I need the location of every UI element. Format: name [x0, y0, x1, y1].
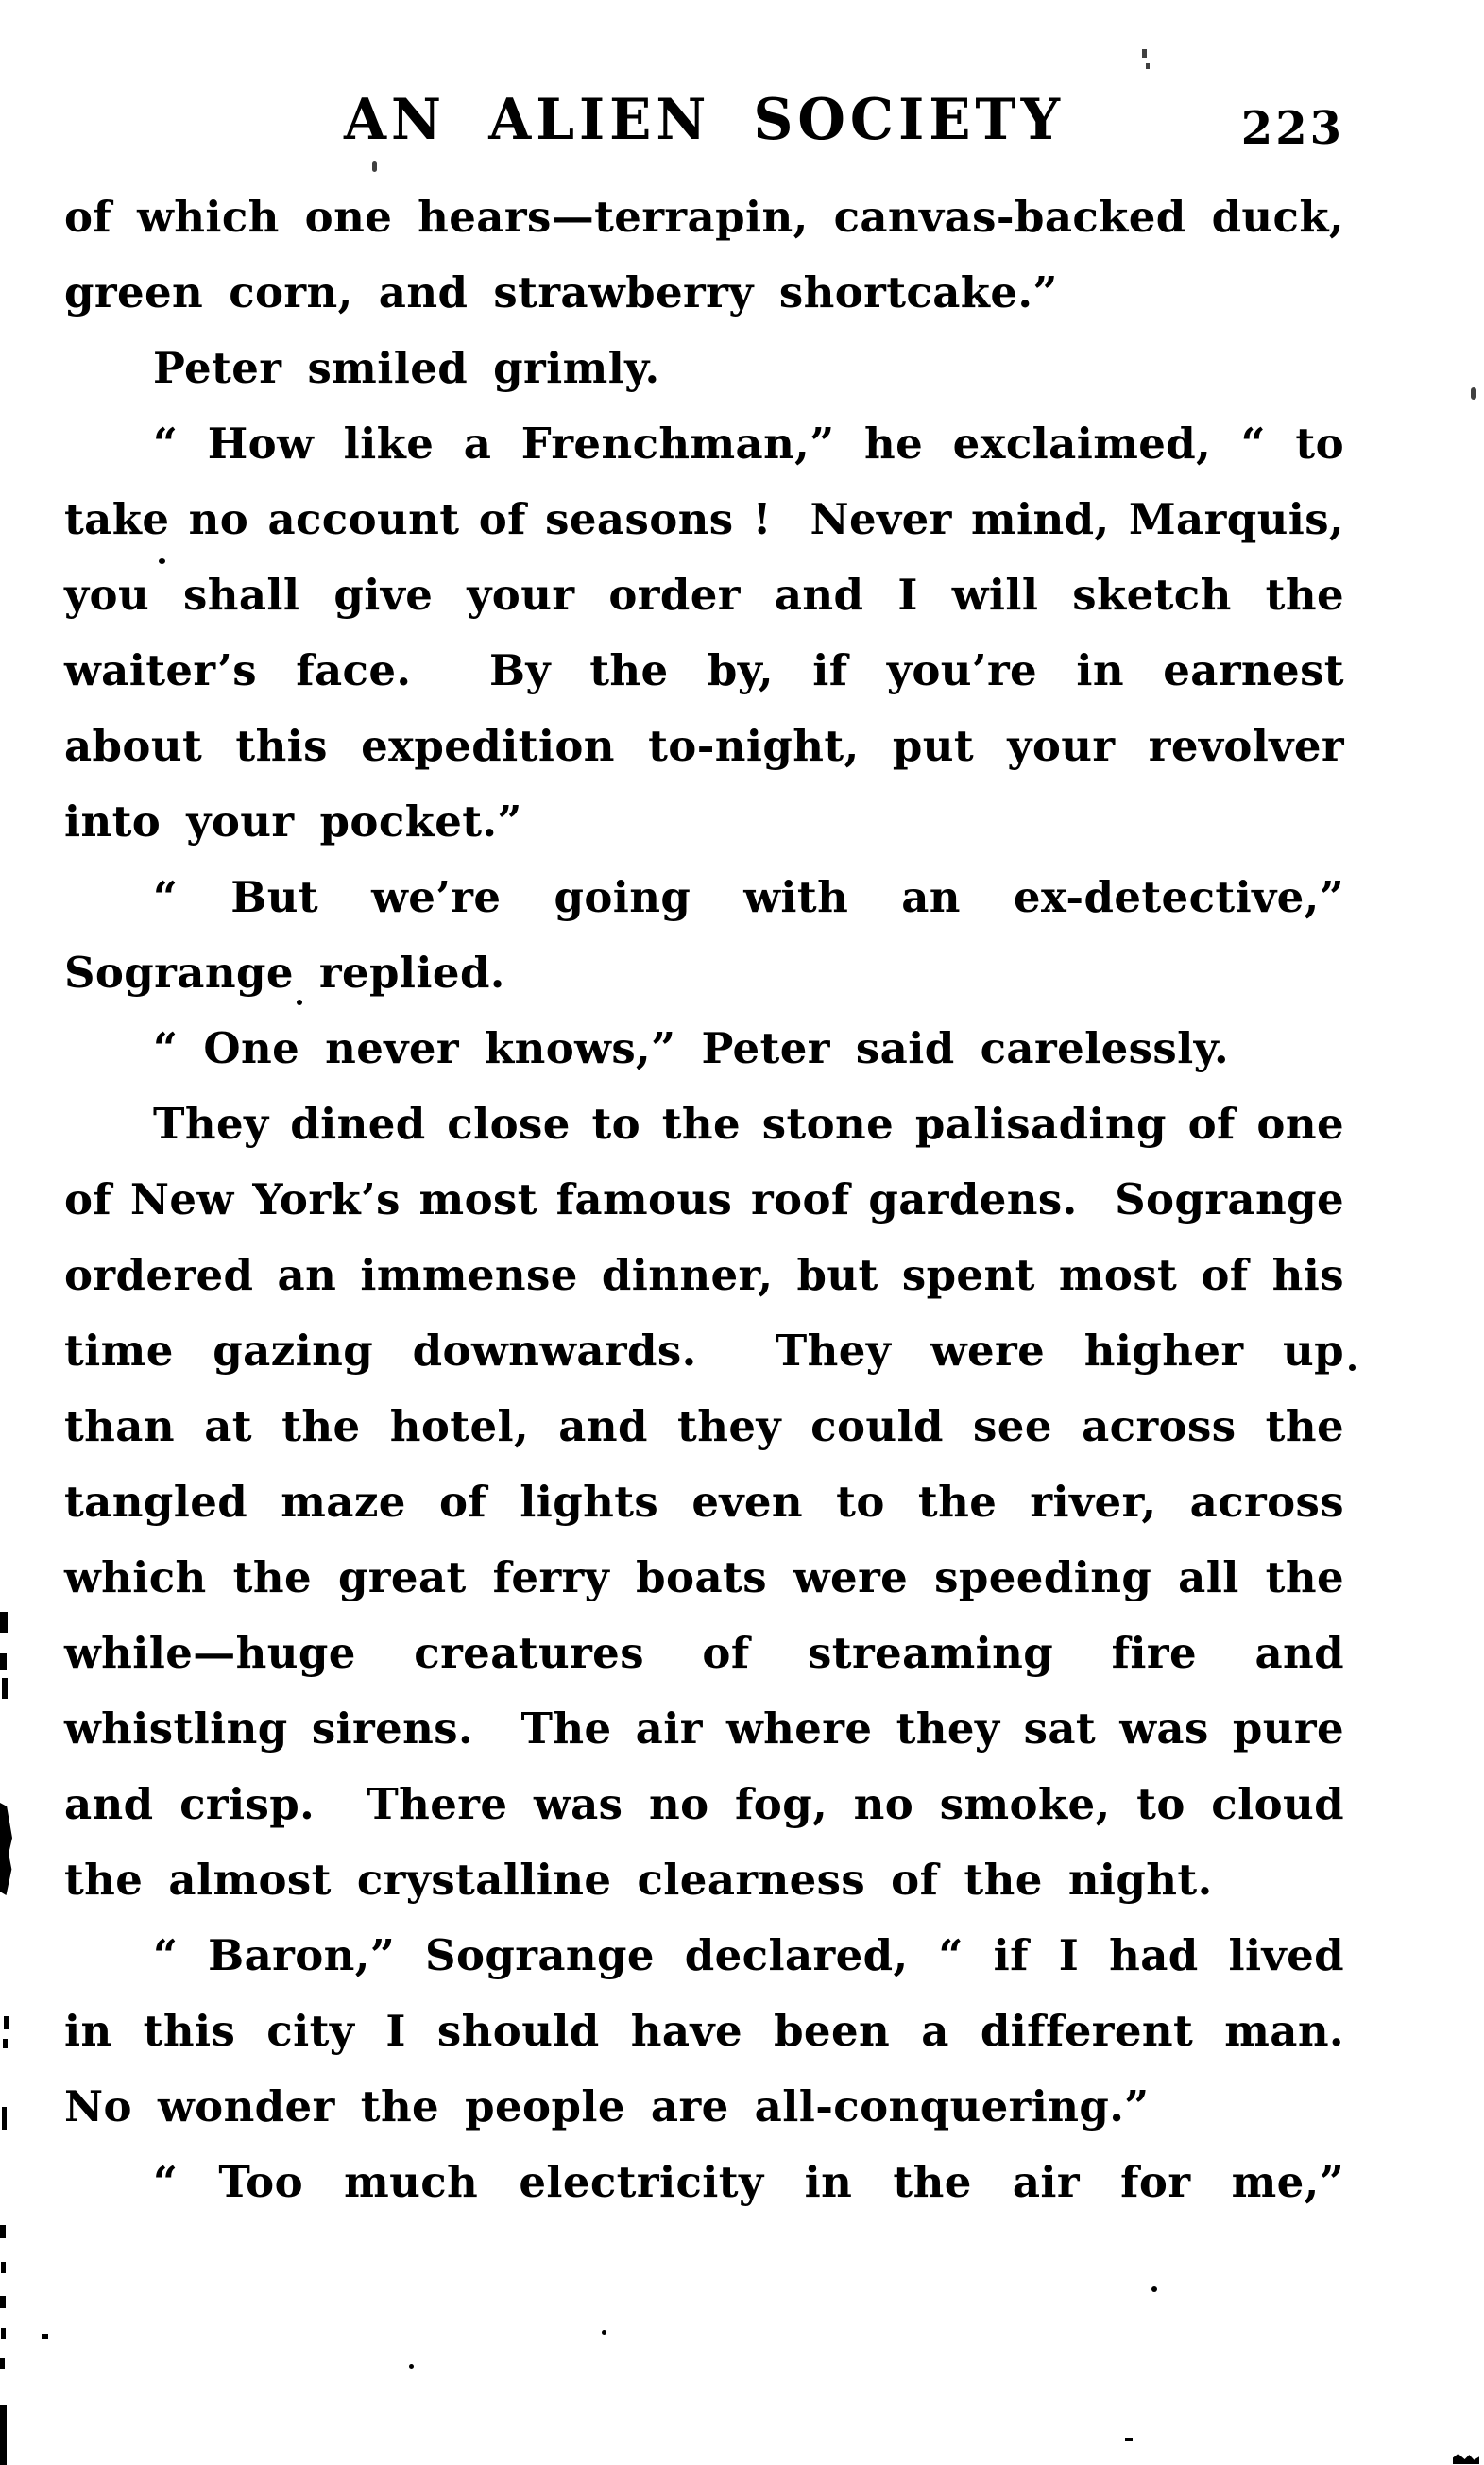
scan-artifact [159, 558, 165, 564]
scan-artifact [1349, 1364, 1356, 1371]
text-line: “ How like a Frenchman,” he exclaimed, “ to [153, 419, 1344, 469]
text-line: Sogrange replied. [64, 948, 505, 998]
scan-artifact [0, 2358, 5, 2369]
scan-artifact [0, 2296, 6, 2308]
text-line: than at the hotel, and they could see across the [64, 1401, 1344, 1451]
text-line: into your pocket.” [64, 796, 522, 847]
scan-artifact [1471, 387, 1476, 400]
scan-artifact [1, 2262, 6, 2273]
scan-artifact [0, 1653, 7, 1670]
text-line: time gazing downwards. They were higher up [64, 1326, 1344, 1376]
scan-artifact [2, 1678, 8, 1699]
text-line: “ One never knows,” Peter said carelessly. [153, 1023, 1230, 1073]
scan-artifact [1125, 2438, 1133, 2441]
text-line: tangled maze of lights even to the river, across [64, 1477, 1344, 1527]
text-line: “ Baron,” Sogrange declared, “ if I had lived [153, 1930, 1344, 1980]
scan-artifact [0, 2405, 7, 2465]
scan-artifact [42, 2334, 48, 2339]
text-line: of New York’s most famous roof gardens. Sogrange [64, 1174, 1344, 1224]
scan-artifact [4, 2016, 9, 2029]
scan-artifact [409, 2364, 414, 2369]
page-number: 223 [1240, 102, 1344, 155]
scan-artifact [1453, 2454, 1479, 2464]
scan-artifact [0, 1803, 12, 1895]
text-line: you shall give your order and I will sketch the [64, 570, 1344, 620]
text-line: waiter’s face. By the by, if you’re in earnest [64, 645, 1344, 695]
body-text [64, 180, 1344, 2220]
text-line: which the great ferry boats were speeding all the [64, 1552, 1344, 1602]
text-line: take no account of seasons ! Never mind, Marquis, [64, 494, 1344, 544]
text-line: whistling sirens. The air where they sat was pure [64, 1703, 1344, 1754]
scan-artifact [0, 1612, 8, 1633]
text-line: “ Too much electricity in the air for me,” [153, 2157, 1344, 2207]
scan-artifact [1142, 49, 1147, 58]
text-line: “ But we’re going with an ex-detective,” [153, 872, 1344, 922]
text-line: green corn, and strawberry shortcake.” [64, 267, 1058, 317]
text-line: in this city I should have been a different man. [64, 2006, 1344, 2056]
scan-artifact [3, 2039, 8, 2048]
scan-artifact [0, 2225, 6, 2238]
running-head-title: AN ALIEN SOCIETY [343, 85, 1065, 153]
page-header [64, 77, 1344, 161]
scan-artifact [602, 2330, 606, 2335]
text-line: They dined close to the stone palisading of one [153, 1099, 1344, 1149]
scan-artifact [1146, 63, 1150, 69]
text-line: ordered an immense dinner, but spent most of his [64, 1250, 1344, 1300]
scan-artifact [1151, 2286, 1157, 2292]
text-line: of which one hears—terrapin, canvas-backed duck, [64, 192, 1344, 242]
scan-artifact [372, 161, 377, 172]
text-line: No wonder the people are all-conquering.” [64, 2081, 1150, 2131]
scan-artifact [297, 1000, 302, 1005]
scan-artifact [1, 2328, 6, 2339]
text-line: and crisp. There was no fog, no smoke, to cloud [64, 1779, 1344, 1829]
text-line: while—huge creatures of streaming fire and [64, 1628, 1344, 1678]
text-line: about this expedition to-night, put your revolver [64, 721, 1344, 771]
text-line: the almost crystalline clearness of the night. [64, 1855, 1213, 1905]
scan-artifact [2, 2107, 7, 2130]
text-line: Peter smiled grimly. [153, 343, 660, 393]
